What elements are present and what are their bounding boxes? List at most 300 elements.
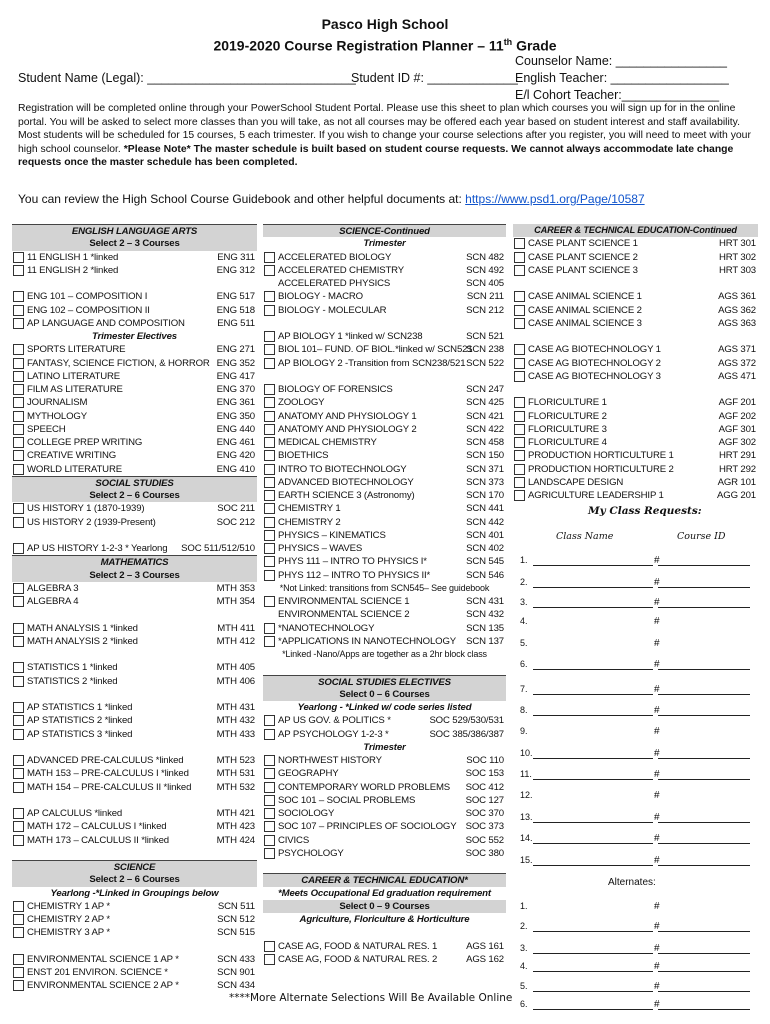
request-name-field[interactable] bbox=[533, 607, 653, 608]
course-checkbox[interactable] bbox=[264, 729, 275, 740]
course-checkbox[interactable] bbox=[13, 291, 24, 302]
course-checkbox[interactable] bbox=[13, 967, 24, 978]
course-row[interactable] bbox=[263, 622, 506, 635]
course-name: 11 ENGLISH 2 *linked bbox=[27, 264, 119, 276]
course-checkbox[interactable] bbox=[13, 702, 24, 713]
request-id-field[interactable] bbox=[658, 587, 750, 588]
course-row[interactable] bbox=[263, 290, 506, 303]
course-checkbox[interactable] bbox=[13, 464, 24, 475]
course-checkbox[interactable] bbox=[514, 411, 525, 422]
course-row[interactable] bbox=[263, 635, 506, 648]
course-checkbox[interactable] bbox=[13, 768, 24, 779]
request-id-field[interactable] bbox=[658, 669, 750, 670]
course-checkbox[interactable] bbox=[13, 384, 24, 395]
course-name: AP US GOV. & POLITICS * bbox=[278, 715, 391, 727]
spacer bbox=[263, 317, 506, 330]
course-code: SCN 512 bbox=[217, 914, 255, 925]
course-checkbox[interactable] bbox=[514, 252, 525, 263]
class-requests bbox=[513, 505, 763, 1024]
course-row[interactable] bbox=[12, 714, 257, 727]
course-row[interactable] bbox=[263, 767, 506, 780]
course-checkbox[interactable] bbox=[13, 596, 24, 607]
course-row[interactable] bbox=[513, 449, 758, 462]
course-row[interactable] bbox=[12, 396, 257, 409]
course-checkbox[interactable] bbox=[264, 596, 275, 607]
course-checkbox[interactable] bbox=[13, 676, 24, 687]
course-row[interactable] bbox=[263, 569, 506, 582]
course-checkbox[interactable] bbox=[514, 477, 525, 488]
course-checkbox[interactable] bbox=[13, 623, 24, 634]
request-name-field[interactable] bbox=[533, 669, 653, 670]
request-id-field[interactable] bbox=[658, 843, 750, 844]
alternate-id-field[interactable] bbox=[658, 971, 750, 972]
course-row[interactable] bbox=[12, 979, 257, 992]
request-name-field[interactable] bbox=[533, 865, 653, 866]
course-checkbox[interactable] bbox=[13, 318, 24, 329]
course-row[interactable] bbox=[263, 343, 506, 356]
request-number: 10. bbox=[520, 748, 533, 758]
course-row[interactable] bbox=[12, 449, 257, 462]
course-row[interactable] bbox=[263, 728, 506, 741]
course-code: SCN 401 bbox=[466, 529, 504, 541]
course-name: CASE PLANT SCIENCE 2 bbox=[528, 251, 638, 263]
course-code: AGS 371 bbox=[718, 344, 756, 356]
course-checkbox[interactable] bbox=[13, 397, 24, 408]
course-name: CHEMISTRY 2 bbox=[278, 516, 341, 528]
course-row[interactable] bbox=[12, 463, 257, 476]
course-checkbox[interactable] bbox=[13, 636, 24, 647]
course-checkbox[interactable] bbox=[13, 821, 24, 832]
course-name: ACCELERATED PHYSICS bbox=[278, 278, 391, 289]
course-checkbox[interactable] bbox=[264, 821, 275, 832]
course-row[interactable] bbox=[263, 264, 506, 277]
course-row[interactable] bbox=[263, 396, 506, 409]
course-checkbox[interactable] bbox=[514, 437, 525, 448]
course-row[interactable] bbox=[12, 370, 257, 383]
course-row[interactable] bbox=[12, 357, 257, 370]
course-row[interactable] bbox=[12, 834, 257, 847]
course-checkbox[interactable] bbox=[13, 954, 24, 965]
course-row[interactable] bbox=[12, 502, 257, 515]
course-checkbox[interactable] bbox=[514, 344, 525, 355]
alternate-id-field[interactable] bbox=[658, 931, 750, 932]
course-code: ENG 517 bbox=[216, 291, 255, 303]
course-code: SCN 421 bbox=[466, 410, 504, 422]
course-name: ZOOLOGY bbox=[278, 397, 325, 409]
request-id-field[interactable] bbox=[658, 758, 750, 759]
alternate-id-field[interactable] bbox=[658, 991, 750, 992]
course-code: MTH 433 bbox=[216, 728, 255, 740]
course-checkbox[interactable] bbox=[514, 490, 525, 501]
course-checkbox[interactable] bbox=[13, 517, 24, 528]
course-checkbox[interactable] bbox=[264, 424, 275, 435]
request-id-field[interactable] bbox=[658, 694, 750, 695]
alternate-number: 6. bbox=[520, 999, 528, 1009]
course-code: AGS 362 bbox=[718, 304, 756, 316]
course-checkbox[interactable] bbox=[13, 503, 24, 514]
course-row[interactable] bbox=[263, 953, 506, 966]
course-checkbox[interactable] bbox=[264, 265, 275, 276]
course-row[interactable] bbox=[513, 489, 758, 502]
course-checkbox[interactable] bbox=[13, 808, 24, 819]
course-checkbox[interactable] bbox=[13, 782, 24, 793]
course-name: FLORICULTURE 2 bbox=[528, 410, 607, 422]
course-row[interactable] bbox=[263, 807, 506, 820]
course-checkbox[interactable] bbox=[264, 411, 275, 422]
course-row[interactable] bbox=[513, 264, 758, 277]
section-note: Yearlong -*Linked in Groupings below bbox=[50, 887, 219, 899]
instructions bbox=[18, 102, 760, 170]
course-row[interactable] bbox=[12, 701, 257, 714]
request-hash: # bbox=[654, 638, 660, 649]
course-checkbox[interactable] bbox=[514, 464, 525, 475]
course-row[interactable] bbox=[263, 940, 506, 953]
course-name: SPORTS LITERATURE bbox=[27, 344, 126, 356]
course-checkbox[interactable] bbox=[13, 927, 24, 938]
course-row[interactable] bbox=[263, 714, 506, 727]
course-code: SCN 442 bbox=[466, 516, 504, 528]
request-name-field[interactable] bbox=[533, 587, 653, 588]
course-checkbox[interactable] bbox=[13, 662, 24, 673]
spacer bbox=[263, 926, 506, 939]
course-row[interactable] bbox=[12, 516, 257, 529]
spacer bbox=[263, 860, 506, 873]
course-checkbox[interactable] bbox=[264, 543, 275, 554]
course-row[interactable] bbox=[263, 595, 506, 608]
alternate-id-field[interactable] bbox=[658, 953, 750, 954]
course-checkbox[interactable] bbox=[13, 914, 24, 925]
course-checkbox[interactable] bbox=[264, 954, 275, 965]
course-row[interactable] bbox=[513, 251, 758, 264]
course-row[interactable] bbox=[12, 675, 257, 688]
course-row[interactable] bbox=[513, 317, 758, 330]
course-checkbox[interactable] bbox=[264, 835, 275, 846]
course-row[interactable] bbox=[12, 251, 257, 264]
course-code: SCN 211 bbox=[466, 291, 504, 303]
course-row[interactable] bbox=[12, 767, 257, 780]
course-row[interactable] bbox=[263, 555, 506, 568]
course-code: SCN 521 bbox=[466, 331, 504, 342]
course-row[interactable] bbox=[12, 622, 257, 635]
course-checkbox[interactable] bbox=[264, 848, 275, 859]
student-name-field[interactable]: Student Name (Legal): ______________________________ bbox=[18, 71, 356, 85]
request-name-field[interactable] bbox=[533, 822, 653, 823]
course-row[interactable] bbox=[12, 913, 257, 926]
course-row[interactable] bbox=[263, 542, 506, 555]
request-id-field[interactable] bbox=[658, 607, 750, 608]
course-code: SCN 371 bbox=[466, 463, 504, 475]
course-checkbox[interactable] bbox=[264, 305, 275, 316]
course-row[interactable] bbox=[513, 357, 758, 370]
course-name: BIOLOGY OF FORENSICS bbox=[278, 384, 393, 395]
request-name-field[interactable] bbox=[533, 843, 653, 844]
course-checkbox[interactable] bbox=[264, 477, 275, 488]
course-row[interactable] bbox=[263, 251, 506, 264]
course-row[interactable] bbox=[263, 383, 506, 396]
course-checkbox[interactable] bbox=[13, 371, 24, 382]
course-checkbox[interactable] bbox=[264, 464, 275, 475]
course-checkbox[interactable] bbox=[514, 305, 525, 316]
course-row[interactable] bbox=[513, 343, 758, 356]
course-row[interactable] bbox=[263, 847, 506, 860]
course-row[interactable] bbox=[12, 820, 257, 833]
course-row[interactable] bbox=[263, 410, 506, 423]
request-name-field[interactable] bbox=[533, 715, 653, 716]
course-checkbox[interactable] bbox=[264, 344, 275, 355]
course-row[interactable] bbox=[513, 304, 758, 317]
course-row[interactable] bbox=[263, 463, 506, 476]
course-code: AGS 372 bbox=[718, 357, 756, 369]
course-row[interactable] bbox=[513, 237, 758, 250]
course-code: SOC 127 bbox=[465, 794, 504, 806]
alternate-name-field[interactable] bbox=[533, 1009, 653, 1010]
course-checkbox[interactable] bbox=[264, 755, 275, 766]
section-subheader: Select 2 – 3 Courses bbox=[12, 569, 257, 582]
course-row[interactable] bbox=[513, 290, 758, 303]
course-code: MTH 523 bbox=[216, 755, 255, 766]
course-row[interactable] bbox=[513, 396, 758, 409]
course-row[interactable] bbox=[263, 820, 506, 833]
course-checkbox[interactable] bbox=[514, 238, 525, 249]
alternate-name-field[interactable] bbox=[533, 931, 653, 932]
course-checkbox[interactable] bbox=[514, 265, 525, 276]
course-checkbox[interactable] bbox=[514, 397, 525, 408]
course-row[interactable] bbox=[513, 370, 758, 383]
course-checkbox[interactable] bbox=[13, 437, 24, 448]
course-code: MTH 532 bbox=[216, 781, 255, 793]
course-row[interactable] bbox=[12, 436, 257, 449]
column-right bbox=[513, 224, 758, 502]
course-checkbox[interactable] bbox=[264, 397, 275, 408]
section-header: CAREER & TECHNICAL EDUCATION* bbox=[263, 873, 506, 886]
course-checkbox[interactable] bbox=[264, 556, 275, 567]
course-checkbox[interactable] bbox=[264, 450, 275, 461]
course-row[interactable] bbox=[263, 436, 506, 449]
course-row[interactable] bbox=[12, 542, 257, 555]
guidebook-link[interactable]: https://www.psd1.org/Page/10587 bbox=[465, 192, 645, 206]
course-checkbox[interactable] bbox=[264, 808, 275, 819]
course-row[interactable] bbox=[12, 781, 257, 794]
course-row[interactable] bbox=[513, 463, 758, 476]
course-row[interactable] bbox=[12, 900, 257, 913]
column-middle bbox=[263, 224, 506, 966]
course-checkbox[interactable] bbox=[13, 835, 24, 846]
alternate-number: 1. bbox=[520, 901, 528, 911]
course-checkbox[interactable] bbox=[264, 768, 275, 779]
alternate-name-field[interactable] bbox=[533, 971, 653, 972]
course-row[interactable] bbox=[263, 781, 506, 794]
course-name: MYTHOLOGY bbox=[27, 410, 87, 422]
request-id-field[interactable] bbox=[658, 565, 750, 566]
course-row[interactable] bbox=[263, 516, 506, 529]
request-name-field[interactable] bbox=[533, 565, 653, 566]
request-id-field[interactable] bbox=[658, 822, 750, 823]
course-row[interactable] bbox=[263, 834, 506, 847]
course-checkbox[interactable] bbox=[13, 729, 24, 740]
request-number: 1. bbox=[520, 555, 528, 565]
course-row[interactable] bbox=[12, 728, 257, 741]
alternate-number: 3. bbox=[520, 943, 528, 953]
course-checkbox[interactable] bbox=[264, 636, 275, 647]
course-row[interactable] bbox=[263, 502, 506, 515]
section-header: SOCIAL STUDIES bbox=[12, 476, 257, 489]
request-id-field[interactable] bbox=[658, 865, 750, 866]
alternate-number: 4. bbox=[520, 961, 528, 971]
course-note: *Linked -Nano/Apps are together as a 2hr block class bbox=[282, 649, 487, 659]
course-code: SCN 515 bbox=[217, 927, 255, 939]
course-row[interactable] bbox=[12, 635, 257, 648]
course-checkbox[interactable] bbox=[514, 291, 525, 302]
cohort-teacher-field[interactable]: E/l Cohort Teacher:______________ bbox=[515, 88, 720, 102]
course-row[interactable] bbox=[513, 476, 758, 489]
course-checkbox[interactable] bbox=[514, 358, 525, 369]
course-row[interactable] bbox=[263, 449, 506, 462]
course-code: SCN 247 bbox=[466, 384, 504, 395]
request-name-field[interactable] bbox=[533, 694, 653, 695]
course-row[interactable] bbox=[12, 754, 257, 767]
course-code: SCN 405 bbox=[466, 278, 504, 289]
alternate-name-field[interactable] bbox=[533, 953, 653, 954]
course-checkbox[interactable] bbox=[264, 384, 275, 395]
course-row[interactable] bbox=[12, 264, 257, 277]
course-checkbox[interactable] bbox=[264, 623, 275, 634]
course-checkbox[interactable] bbox=[13, 305, 24, 316]
course-row[interactable] bbox=[12, 317, 257, 330]
course-row[interactable] bbox=[263, 476, 506, 489]
course-checkbox[interactable] bbox=[13, 252, 24, 263]
course-checkbox[interactable] bbox=[13, 450, 24, 461]
course-row[interactable] bbox=[12, 290, 257, 303]
course-row[interactable] bbox=[513, 436, 758, 449]
course-row[interactable] bbox=[263, 304, 506, 317]
course-row[interactable] bbox=[12, 304, 257, 317]
course-row[interactable] bbox=[12, 410, 257, 423]
spacer bbox=[12, 608, 257, 621]
course-checkbox[interactable] bbox=[13, 583, 24, 594]
course-code: AGS 361 bbox=[718, 291, 756, 303]
course-name: BIOLOGY - MOLECULAR bbox=[278, 304, 387, 316]
course-row[interactable] bbox=[12, 383, 257, 396]
course-row[interactable] bbox=[263, 423, 506, 436]
course-checkbox[interactable] bbox=[264, 517, 275, 528]
request-name-field[interactable] bbox=[533, 779, 653, 780]
course-code: SOC 385/386/387 bbox=[429, 728, 504, 740]
course-checkbox[interactable] bbox=[264, 252, 275, 263]
course-checkbox[interactable] bbox=[264, 570, 275, 581]
course-name: AP PSYCHOLOGY 1-2-3 * bbox=[278, 728, 389, 740]
course-code: SCN 150 bbox=[466, 450, 504, 462]
course-name: CHEMISTRY 3 AP * bbox=[27, 927, 110, 939]
section-subheader: Select 0 – 6 Courses bbox=[263, 688, 506, 701]
request-hash: # bbox=[654, 812, 660, 823]
course-row[interactable] bbox=[12, 595, 257, 608]
course-checkbox[interactable] bbox=[13, 755, 24, 766]
course-checkbox[interactable] bbox=[264, 941, 275, 952]
section-header: CAREER & TECHNICAL EDUCATION-Continued bbox=[513, 224, 758, 237]
course-checkbox[interactable] bbox=[264, 331, 275, 342]
course-code: ENG 461 bbox=[216, 437, 255, 448]
course-code: ENG 350 bbox=[216, 410, 255, 422]
course-checkbox[interactable] bbox=[13, 901, 24, 912]
course-checkbox[interactable] bbox=[514, 371, 525, 382]
request-name-field[interactable] bbox=[533, 758, 653, 759]
course-name: ADVANCED PRE-CALCULUS *linked bbox=[27, 755, 184, 766]
course-code: ENG 312 bbox=[216, 264, 255, 276]
english-teacher-field[interactable]: English Teacher: _________________ bbox=[515, 71, 729, 85]
request-number: 11. bbox=[520, 769, 532, 779]
course-name: ACCELERATED CHEMISTRY bbox=[278, 264, 405, 276]
course-row[interactable] bbox=[263, 529, 506, 542]
course-name: PSYCHOLOGY bbox=[278, 847, 344, 859]
course-code: SCN 441 bbox=[466, 503, 504, 515]
course-checkbox[interactable] bbox=[514, 424, 525, 435]
course-checkbox[interactable] bbox=[13, 424, 24, 435]
alternate-id-field[interactable] bbox=[658, 1009, 750, 1010]
course-row[interactable] bbox=[513, 410, 758, 423]
course-name: MEDICAL CHEMISTRY bbox=[278, 437, 377, 448]
course-row[interactable] bbox=[12, 953, 257, 966]
course-checkbox[interactable] bbox=[264, 782, 275, 793]
course-row[interactable] bbox=[263, 794, 506, 807]
course-checkbox[interactable] bbox=[264, 795, 275, 806]
course-row[interactable] bbox=[12, 807, 257, 820]
spacer bbox=[12, 277, 257, 290]
course-checkbox[interactable] bbox=[13, 715, 24, 726]
title-suffix: Grade bbox=[512, 37, 557, 54]
student-id-field[interactable]: Student ID #: _____________ bbox=[351, 71, 518, 85]
request-id-field[interactable] bbox=[658, 715, 750, 716]
course-checkbox[interactable] bbox=[264, 530, 275, 541]
course-row[interactable] bbox=[263, 489, 506, 502]
course-row[interactable] bbox=[12, 926, 257, 939]
request-id-field[interactable] bbox=[658, 779, 750, 780]
course-checkbox[interactable] bbox=[13, 411, 24, 422]
course-row[interactable] bbox=[12, 966, 257, 979]
section-note: Yearlong - *Linked w/ code series listed bbox=[297, 702, 472, 713]
course-name: CASE AG, FOOD & NATURAL RES. 1 bbox=[278, 940, 438, 952]
course-checkbox[interactable] bbox=[13, 980, 24, 991]
request-hash: # bbox=[654, 748, 660, 759]
school-name: Pasco High School bbox=[321, 16, 449, 32]
course-checkbox[interactable] bbox=[264, 358, 275, 369]
alternate-name-field[interactable] bbox=[533, 991, 653, 992]
course-row[interactable] bbox=[12, 582, 257, 595]
course-name: CASE AG BIOTECHNOLOGY 3 bbox=[528, 370, 661, 382]
course-checkbox[interactable] bbox=[514, 318, 525, 329]
course-checkbox[interactable] bbox=[264, 490, 275, 501]
course-checkbox[interactable] bbox=[13, 265, 24, 276]
course-checkbox[interactable] bbox=[264, 437, 275, 448]
course-checkbox[interactable] bbox=[514, 450, 525, 461]
course-code: HRT 302 bbox=[719, 251, 756, 263]
course-checkbox[interactable] bbox=[264, 291, 275, 302]
course-row[interactable] bbox=[263, 330, 506, 343]
course-row[interactable] bbox=[263, 357, 506, 370]
course-checkbox[interactable] bbox=[13, 358, 24, 369]
course-code: SOC 370 bbox=[465, 808, 504, 819]
guidebook-line bbox=[18, 192, 645, 206]
course-checkbox[interactable] bbox=[13, 543, 24, 554]
course-row[interactable] bbox=[12, 661, 257, 674]
course-row[interactable] bbox=[263, 754, 506, 767]
counselor-name-field[interactable]: Counselor Name: ________________ bbox=[515, 54, 727, 68]
course-checkbox[interactable] bbox=[264, 715, 275, 726]
course-row[interactable] bbox=[513, 423, 758, 436]
course-row[interactable] bbox=[12, 423, 257, 436]
course-checkbox[interactable] bbox=[264, 503, 275, 514]
course-row[interactable] bbox=[12, 343, 257, 356]
course-checkbox[interactable] bbox=[13, 344, 24, 355]
